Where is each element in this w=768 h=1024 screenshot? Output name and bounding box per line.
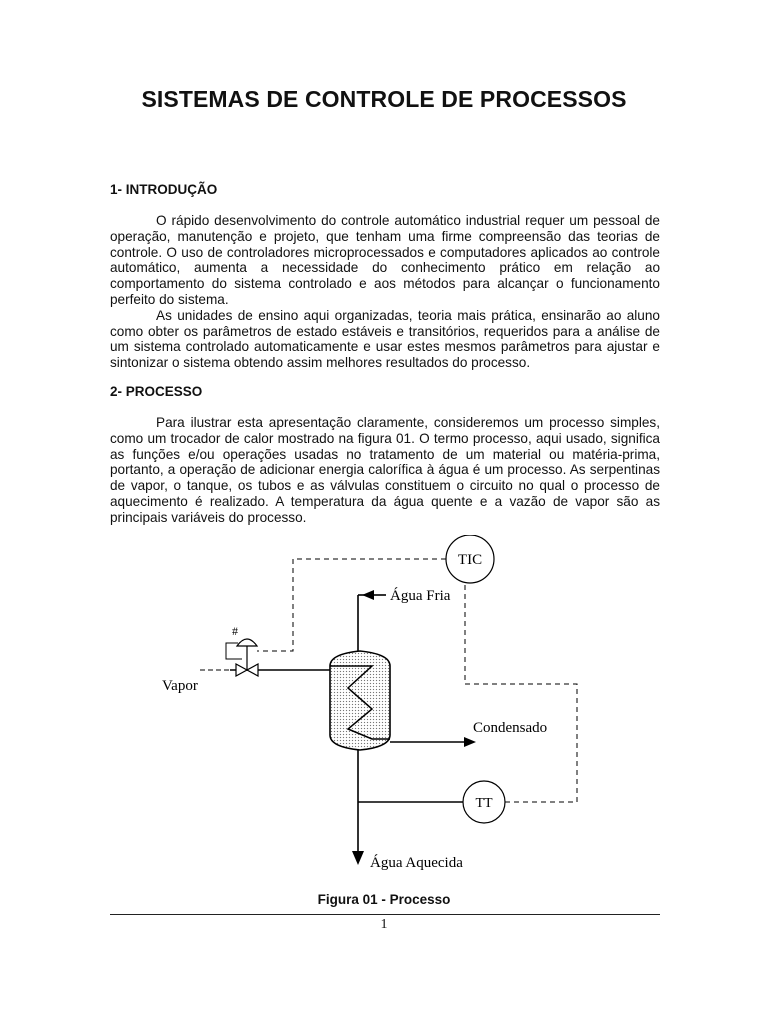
label-tic: TIC [457, 552, 483, 568]
valve-hash-mark: # [232, 624, 238, 638]
label-agua-aquecida: Água Aquecida [370, 855, 463, 871]
label-agua-fria: Água Fria [390, 588, 451, 604]
flow-arrow [464, 737, 476, 747]
label-condensado: Condensado [473, 720, 548, 736]
heat-exchanger-diagram [150, 535, 620, 875]
paragraph: Para ilustrar esta apresentação claramente, consideremos um processo simples, como um trocador de calor mostrado na figura 01. O termo processo, aqui usado, significa as funções e/ou operações usadas no tratamento de um material ou matéria-prima, portanto, a operação de adicionar energia calorífica à água é um processo. As serpentinas de vapor, o tanque, os tubos e as válvulas constituem o circuito no qual o processo de aquecimento é realizado. A temperatura da água quente e a vazão de vapor são as principais variáveis do processo. [110, 415, 660, 525]
footer-divider [110, 914, 660, 915]
valve-actuator-icon [237, 639, 257, 646]
signal-line-tic-to-valve [257, 559, 446, 651]
paragraph: As unidades de ensino aqui organizadas, teoria mais prática, ensinarão ao aluno como obter os parâmetros de estado estáveis e transitórios, requeridos para a análise de um sistema controlado automaticamente e usar estes mesmos parâmetros para ajustar e sintonizar o sistema obtendo assim melhores resultados do processo. [110, 307, 660, 371]
section-body-introducao [110, 213, 660, 371]
valve-body-icon [236, 664, 247, 676]
section-heading-processo: 2- PROCESSO [110, 384, 203, 399]
flow-arrow [352, 851, 364, 865]
valve-body-icon [247, 664, 258, 676]
page-number: 1 [380, 917, 388, 932]
label-tt: TT [475, 796, 493, 811]
process-diagram [150, 535, 620, 875]
label-vapor: Vapor [162, 678, 198, 694]
paragraph: O rápido desenvolvimento do controle automático industrial requer um pessoal de operação, manutenção e projeto, que tenham uma firme compreensão das teorias de controle. O uso de controladores microprocessados e computadores aplicados ao controle automático, aumenta a necessidade do conhecimento prático em relação ao comportamento do sistema controlado e aos métodos para alcançar o funcionamento perfeito do sistema. [110, 213, 660, 307]
page-title: SISTEMAS DE CONTROLE DE PROCESSOS [141, 86, 627, 112]
figure-caption: Figura 01 - Processo [317, 892, 451, 907]
flow-arrow [362, 590, 374, 600]
section-heading-introducao: 1- INTRODUÇÃO [110, 182, 218, 197]
signal-line-tt-to-tic [465, 582, 577, 802]
section-body-processo [110, 415, 660, 526]
